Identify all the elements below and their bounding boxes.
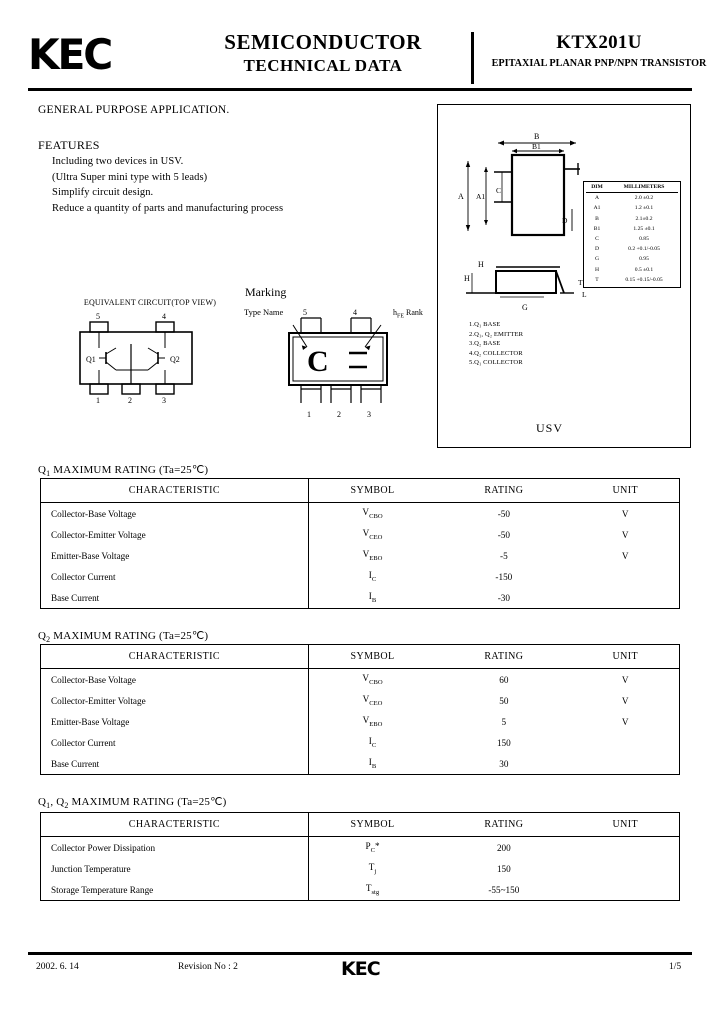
cell-symbol: $V_{CBO}$ xyxy=(362,507,383,520)
table-3-caption: $Q_1$, $Q_2$ MAXIMUM RATING (Ta=25℃) xyxy=(38,796,227,811)
marking-title: Marking xyxy=(245,285,287,299)
svg-text:G: G xyxy=(522,303,528,312)
dim-value: 1.2 ±0.1 xyxy=(634,205,654,212)
col-symbol: SYMBOL xyxy=(308,479,436,503)
feature-item: Simplify circuit design. xyxy=(52,187,154,198)
cell-unit: V xyxy=(571,524,679,545)
table-row xyxy=(41,858,680,879)
dimension-row xyxy=(584,193,680,203)
header-center xyxy=(178,30,468,77)
cell-rating: 200 xyxy=(496,842,511,853)
table-row xyxy=(41,587,680,609)
cell-rating: -50 xyxy=(497,508,510,519)
cell-unit: V xyxy=(571,669,679,691)
svg-text:A: A xyxy=(458,192,464,201)
marking-type-name-label: Type Name xyxy=(244,307,284,317)
features-title: FEATURES xyxy=(38,138,100,152)
cell-rating: -55~150 xyxy=(436,879,571,901)
pin-item: 4.Q₂ COLLECTOR xyxy=(469,349,523,357)
svg-text:Q2: Q2 xyxy=(170,355,180,364)
cell-unit: V xyxy=(571,690,679,711)
cell-rating: 150 xyxy=(496,863,511,874)
q2-maximum-rating-table xyxy=(40,644,680,775)
dim-name: B xyxy=(595,215,599,222)
cell-characteristic: Storage Temperature Range xyxy=(41,879,309,901)
dim-value: 0.85 xyxy=(639,236,649,243)
svg-text:3: 3 xyxy=(367,410,371,419)
part-subtitle: EPITAXIAL PLANAR PNP/NPN TRANSISTOR xyxy=(491,58,707,69)
dimension-row xyxy=(584,244,680,254)
dim-name: D xyxy=(594,246,600,253)
svg-text:Q1: Q1 xyxy=(86,355,96,364)
dim-name: G xyxy=(594,256,600,263)
svg-text:L: L xyxy=(582,290,587,299)
package-name-label: USV xyxy=(536,421,564,435)
table-row xyxy=(41,711,680,732)
feature-item: (Ultra Super mini type with 5 leads) xyxy=(52,171,208,183)
svg-text:C: C xyxy=(496,186,502,195)
dim-header-unit: MILLIMETERS xyxy=(623,184,665,190)
table-row xyxy=(41,566,680,587)
dimension-row xyxy=(584,275,680,285)
dim-value: 2.1±0.2 xyxy=(635,215,653,222)
col-rating: RATING xyxy=(436,813,571,837)
cell-rating: 5 xyxy=(501,716,507,727)
svg-text:5: 5 xyxy=(96,312,100,321)
col-symbol: SYMBOL xyxy=(308,813,436,837)
footer-revision: Revision No : 2 xyxy=(178,962,238,972)
dim-value: 0.2 +0.1/-0.05 xyxy=(628,246,660,253)
table-header-row xyxy=(41,479,680,503)
cell-characteristic: Junction Temperature xyxy=(41,858,309,879)
equivalent-circuit-title: EQUIVALENT CIRCUIT(TOP VIEW) xyxy=(83,298,217,307)
dim-value: 0.95 xyxy=(639,256,649,263)
cell-unit xyxy=(571,753,679,775)
cell-symbol: $V_{EBO}$ xyxy=(362,549,383,562)
cell-unit: V xyxy=(571,711,679,732)
equivalent-circuit-drawing xyxy=(60,308,240,418)
table-row xyxy=(41,837,680,859)
cell-characteristic: Base Current xyxy=(41,753,309,775)
dim-name: A1 xyxy=(593,205,601,212)
cell-characteristic: Collector-Base Voltage xyxy=(41,669,309,691)
svg-text:2: 2 xyxy=(337,410,341,419)
cell-rating: -50 xyxy=(497,529,510,540)
dimension-row xyxy=(584,265,680,275)
svg-text:2: 2 xyxy=(128,396,132,405)
table-1-caption: $Q_1$ MAXIMUM RATING (Ta=25℃) xyxy=(38,464,209,479)
table-2-caption: $Q_2$ MAXIMUM RATING (Ta=25℃) xyxy=(38,630,209,645)
table-row xyxy=(41,669,680,691)
dim-value: 0.5 ±0.1 xyxy=(634,266,654,273)
part-number: KTX201U xyxy=(556,32,642,53)
cell-unit xyxy=(571,566,679,587)
dim-value: 0.15 +0.15/-0.05 xyxy=(625,276,663,283)
cell-symbol: $T_{stg}$ xyxy=(308,879,436,901)
kec-logo: KEC xyxy=(28,30,111,79)
dimension-table-header xyxy=(584,182,680,192)
cell-unit xyxy=(571,879,679,901)
dim-value: 1.25 ±0.1 xyxy=(633,225,655,232)
svg-text:D: D xyxy=(562,216,568,225)
application-line: GENERAL PURPOSE APPLICATION. xyxy=(38,104,230,116)
pin-item: 5.Q₁ COLLECTOR xyxy=(469,359,523,367)
svg-text:1: 1 xyxy=(96,396,100,405)
header-right xyxy=(478,30,720,72)
cell-symbol: $I_B$ xyxy=(308,753,436,775)
dim-value: 2.0 ±0.2 xyxy=(634,195,654,202)
pin-item: 3.Q₂ BASE xyxy=(469,340,501,348)
features-list xyxy=(52,154,382,216)
cell-symbol: $V_{CEO}$ xyxy=(362,694,383,707)
cell-symbol: $P_C*$ xyxy=(365,841,380,854)
cell-unit xyxy=(571,858,679,879)
dimension-row xyxy=(584,224,680,234)
cell-symbol: $I_C$ xyxy=(368,736,377,749)
svg-text:3: 3 xyxy=(162,396,166,405)
marking-hfe-rank-label: $h_{FE}$ Rank xyxy=(393,308,423,320)
svg-text:4: 4 xyxy=(162,312,166,321)
col-characteristic: CHARACTERISTIC xyxy=(41,479,309,503)
dimension-row xyxy=(584,203,680,213)
header-semiconductor: SEMICONDUCTOR xyxy=(224,30,422,54)
q1-maximum-rating-table xyxy=(40,478,680,609)
package-outline-box xyxy=(437,104,691,448)
table-row xyxy=(41,732,680,753)
dim-name: C xyxy=(595,236,599,243)
col-characteristic: CHARACTERISTIC xyxy=(41,813,309,837)
header-technical-data: TECHNICAL DATA xyxy=(243,56,403,75)
pin-item: 2.Q₁, Q₂ EMITTER xyxy=(469,330,524,338)
cell-characteristic: Collector Power Dissipation xyxy=(41,837,309,859)
equivalent-circuit xyxy=(60,298,240,418)
cell-rating: 60 xyxy=(499,674,509,685)
cell-characteristic: Collector-Base Voltage xyxy=(41,503,309,525)
col-unit: UNIT xyxy=(571,479,679,503)
page-header xyxy=(28,30,707,86)
svg-text:4: 4 xyxy=(353,308,357,317)
cell-symbol: $T_j$ xyxy=(368,862,377,875)
cell-characteristic: Collector-Emitter Voltage xyxy=(41,524,309,545)
cell-rating: 50 xyxy=(499,695,509,706)
cell-rating: 30 xyxy=(436,753,571,775)
marking-drawing xyxy=(245,303,435,421)
cell-unit: V xyxy=(571,545,679,566)
cell-characteristic: Base Current xyxy=(41,587,309,609)
dimension-row xyxy=(584,254,680,264)
cell-unit xyxy=(571,732,679,753)
svg-text:C: C xyxy=(307,345,329,378)
table-row xyxy=(41,503,680,525)
svg-text:A1: A1 xyxy=(476,192,486,201)
table-row xyxy=(41,545,680,566)
table-row xyxy=(41,753,680,775)
dimension-table xyxy=(583,181,681,288)
cell-unit xyxy=(571,587,679,609)
cell-characteristic: Emitter-Base Voltage xyxy=(41,545,309,566)
cell-unit xyxy=(571,837,679,859)
dim-name: A xyxy=(594,195,600,202)
pin-assignment-list xyxy=(469,320,523,368)
cell-rating: -30 xyxy=(436,587,571,609)
dim-name: B1 xyxy=(593,225,601,232)
cell-characteristic: Emitter-Base Voltage xyxy=(41,711,309,732)
table-header-row xyxy=(41,813,680,837)
svg-text:H: H xyxy=(464,274,470,283)
cell-characteristic: Collector Current xyxy=(41,566,309,587)
dim-header-dim: DIM xyxy=(591,184,603,190)
table-row xyxy=(41,690,680,711)
svg-text:B: B xyxy=(534,132,540,141)
header-rule xyxy=(28,88,692,91)
cell-symbol: $V_{CBO}$ xyxy=(362,673,383,686)
col-unit: UNIT xyxy=(571,813,679,837)
cell-characteristic: Collector Current xyxy=(41,732,309,753)
header-divider xyxy=(471,32,474,84)
cell-rating: 150 xyxy=(496,737,511,748)
cell-rating: -150 xyxy=(495,571,513,582)
col-characteristic: CHARACTERISTIC xyxy=(41,645,309,669)
dimension-row xyxy=(584,214,680,224)
dimension-row xyxy=(584,234,680,244)
q1-q2-maximum-rating-table xyxy=(40,812,680,901)
package-side-view-drawing xyxy=(452,255,602,315)
feature-item: Including two devices in USV. xyxy=(52,156,184,167)
cell-symbol: $V_{EBO}$ xyxy=(362,715,383,728)
cell-symbol: $I_C$ xyxy=(368,570,377,583)
dim-name: H xyxy=(594,266,600,273)
col-rating: RATING xyxy=(436,479,571,503)
col-symbol: SYMBOL xyxy=(308,645,436,669)
cell-characteristic: Collector-Emitter Voltage xyxy=(41,690,309,711)
svg-text:T: T xyxy=(578,278,583,287)
feature-item: Reduce a quantity of parts and manufacturing process xyxy=(52,202,284,214)
col-unit: UNIT xyxy=(571,645,679,669)
svg-text:5: 5 xyxy=(303,308,307,317)
cell-rating: -5 xyxy=(500,550,508,561)
table-header-row xyxy=(41,645,680,669)
table-row xyxy=(41,524,680,545)
footer-kec-logo: KEC xyxy=(341,958,380,980)
footer-rule xyxy=(28,952,692,955)
cell-symbol: $I_B$ xyxy=(308,587,436,609)
footer-date: 2002. 6. 14 xyxy=(36,962,79,972)
marking-section xyxy=(245,285,435,420)
table-row xyxy=(41,879,680,901)
svg-text:H: H xyxy=(478,260,484,269)
dim-name: T xyxy=(595,276,599,283)
cell-unit: V xyxy=(571,503,679,525)
svg-text:1: 1 xyxy=(307,410,311,419)
pin-item: 1.Q₁ BASE xyxy=(469,321,501,328)
svg-text:B1: B1 xyxy=(532,142,541,151)
footer-page-number: 1/5 xyxy=(669,962,682,972)
col-rating: RATING xyxy=(436,645,571,669)
cell-symbol: $V_{CEO}$ xyxy=(362,528,383,541)
